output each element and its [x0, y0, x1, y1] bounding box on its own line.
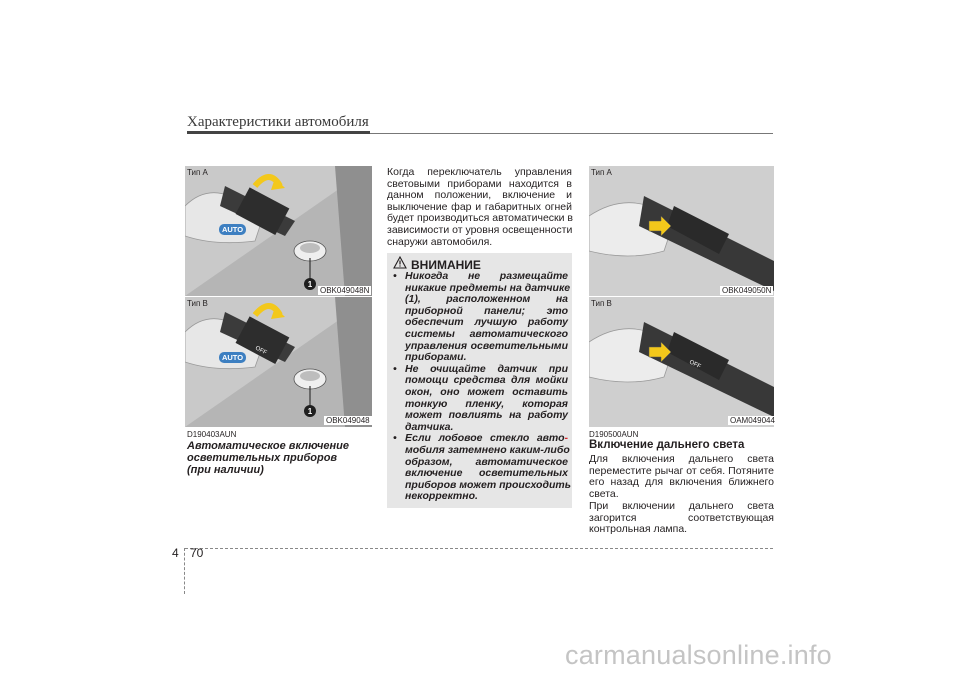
warning-item	[393, 432, 571, 503]
figure-right-a-code: OBK049050N	[722, 286, 772, 295]
figure-left-a-code: OBK049048N	[320, 286, 370, 295]
paragraph-line: Когда переключатель управления	[387, 166, 572, 178]
warning-line: приборной панели; это	[405, 304, 568, 317]
section-code-right: D190500AUN	[589, 430, 639, 439]
paragraph-line: световыми приборами находится в	[387, 177, 572, 190]
auto-badge-b: AUTO	[221, 353, 244, 362]
warning-line: датчика.	[405, 420, 454, 433]
red-hyphen: -	[564, 432, 568, 445]
high-beam-paragraph-2	[589, 501, 774, 536]
page-number: 70	[190, 546, 204, 560]
warning-title: ВНИМАНИЕ	[411, 258, 481, 272]
figure-right-a-label: Тип A	[591, 168, 612, 177]
high-beam-paragraph-1	[589, 454, 774, 500]
figure-right-b-code: OAM049044	[730, 416, 775, 425]
figure-left-b-code: OBK049048	[326, 416, 370, 425]
figure-left-b-label: Тип B	[187, 299, 208, 308]
warning-line: некорректно.	[405, 490, 478, 503]
paragraph-line: Для включения дальнего света	[589, 453, 774, 465]
bullet: •	[393, 362, 397, 375]
warning-line: приборов может происходить	[405, 478, 571, 491]
chapter-number: 4	[172, 546, 179, 560]
figure-right-b-label: Тип B	[591, 299, 612, 308]
paragraph-line: выключение фар и габаритных огней	[387, 200, 572, 213]
paragraph-line: света.	[589, 487, 619, 500]
bullet: •	[393, 270, 397, 282]
warning-line: может повлиять на работу	[405, 409, 568, 422]
warning-line: (1), расположенном на	[405, 293, 568, 306]
warning-line: мобиля затемнено каким-либо	[405, 443, 570, 456]
warning-line: никакие предметы на датчике	[405, 281, 571, 294]
warning-line: образом, автоматическое	[405, 455, 568, 468]
off-label-right-b: OFF	[688, 359, 702, 371]
bullet: •	[393, 432, 397, 445]
figure-left-a-label: Тип A	[187, 168, 208, 177]
intro-paragraph	[387, 167, 572, 248]
warning-line: окон, оно может оставить	[405, 385, 568, 398]
paragraph-line: загорится соответствующая	[589, 511, 774, 524]
figure-right-type-a	[589, 166, 774, 296]
warning-list	[393, 270, 571, 503]
warning-line: обеспечит лучшую работу	[405, 316, 568, 329]
warning-line: управления осветительными	[405, 339, 568, 352]
warning-line: включение осветительных	[405, 467, 568, 480]
paragraph-line: его назад для включения ближнего	[589, 476, 774, 489]
header-bar	[187, 131, 370, 134]
warning-box	[387, 253, 572, 508]
paragraph-line: будет производиться автоматически в	[387, 212, 574, 225]
warning-line: тонкую пленку, которая	[405, 397, 568, 410]
paragraph-line: снаружи автомобиля.	[387, 235, 493, 248]
caption-line: Автоматическое включение	[187, 440, 349, 452]
warning-line: Никогда не размещайте	[405, 270, 568, 282]
sensor-marker-a: 1	[307, 280, 313, 289]
section-code-left: D190403AUN	[187, 430, 237, 439]
paragraph-line: контрольная лампа.	[589, 523, 688, 536]
figure-right-type-b	[589, 297, 774, 427]
warning-item	[393, 364, 568, 434]
footer-rule	[185, 548, 773, 549]
page-header-title: Характеристики автомобиля	[187, 114, 369, 130]
auto-badge-a: AUTO	[221, 225, 244, 234]
caption-line: осветительных приборов	[187, 452, 338, 464]
figure-caption	[187, 440, 377, 476]
paragraph-line: При включении дальнего света	[589, 500, 774, 512]
warning-line: приборами.	[405, 351, 467, 364]
warning-triangle-icon	[393, 256, 407, 269]
warning-line-start: Если лобовое стекло авто	[405, 432, 565, 445]
warning-line: помощи средства для мойки	[405, 374, 568, 387]
sensor-marker-b: 1	[307, 407, 313, 416]
warning-line: системы автоматического	[405, 327, 568, 340]
section-title: Включение дальнего света	[589, 439, 745, 451]
paragraph-line: зависимости от уровня освещенности	[387, 223, 573, 236]
watermark: carmanualsonline.info	[565, 640, 832, 670]
figure-left-type-b	[185, 297, 372, 427]
off-label-left-b: OFF	[254, 345, 268, 357]
caption-line: (при наличии)	[187, 464, 264, 476]
paragraph-line: данном положении, включение и	[387, 189, 572, 202]
paragraph-line: переместите рычаг от себя. Потяните	[589, 464, 774, 477]
figure-left-type-a	[185, 166, 372, 296]
warning-line: Не очищайте датчик при	[405, 362, 568, 375]
footer-divider	[184, 548, 185, 594]
warning-item	[393, 270, 571, 364]
header-rule	[370, 133, 773, 134]
